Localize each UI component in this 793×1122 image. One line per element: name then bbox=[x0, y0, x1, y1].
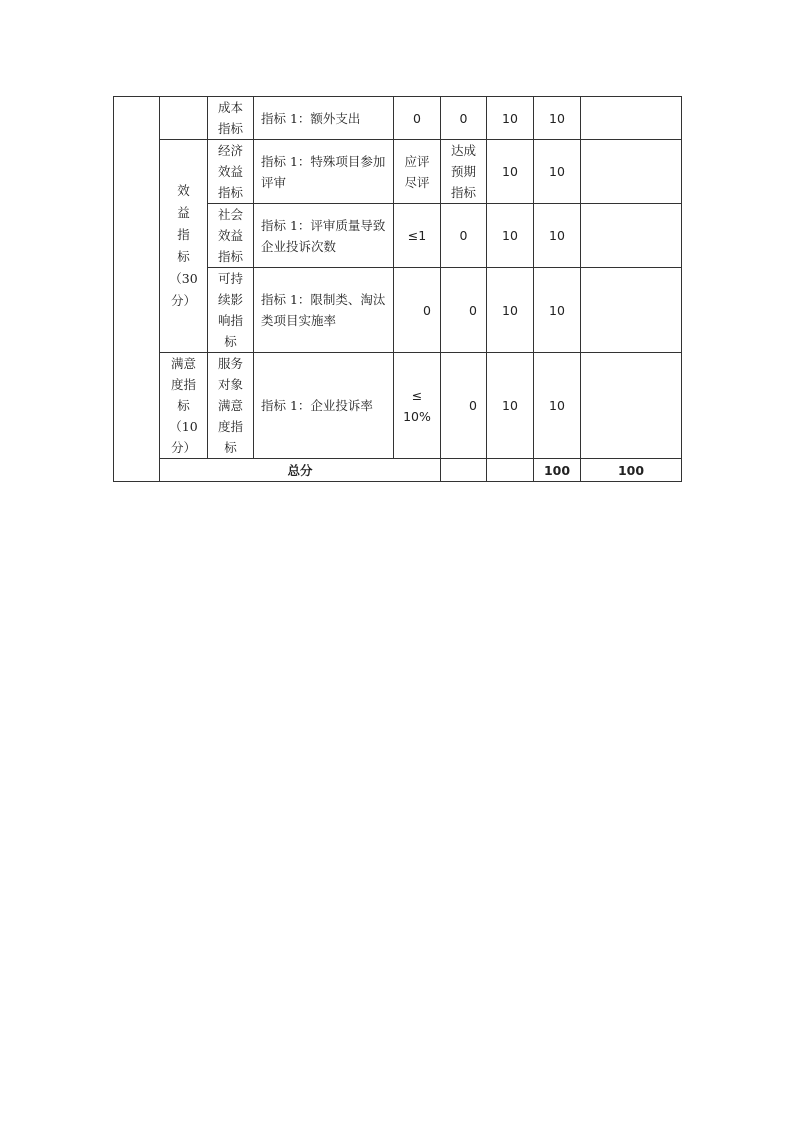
level3-cell bbox=[208, 140, 254, 204]
score-cell bbox=[534, 353, 581, 459]
total-score: 100 bbox=[617, 462, 645, 478]
actual-value: 0 bbox=[469, 398, 477, 413]
target-value: 0 bbox=[413, 110, 421, 126]
weight-cell bbox=[487, 268, 534, 353]
total-weight: 100 bbox=[543, 462, 571, 478]
indicator-text: 指标 1：额外支出 bbox=[261, 110, 361, 126]
target-value: ≤1 bbox=[407, 228, 427, 243]
indicator-text: 指标 1：限制类、淘汰类项目实施率 bbox=[261, 292, 386, 328]
performance-table bbox=[113, 96, 682, 482]
level3-cell bbox=[208, 268, 254, 353]
score-cell bbox=[534, 140, 581, 204]
level3-label: 经济 效益 指标 bbox=[217, 143, 243, 200]
level2-cell bbox=[160, 97, 208, 140]
level3-cell bbox=[208, 353, 254, 459]
actual-value: 0 bbox=[459, 228, 468, 243]
weight-cell bbox=[487, 353, 534, 459]
score-cell bbox=[534, 97, 581, 140]
note-cell bbox=[581, 97, 682, 140]
score-cell bbox=[534, 204, 581, 268]
weight-value: 10 bbox=[502, 302, 518, 318]
indicator-cell bbox=[254, 140, 394, 204]
indicator-cell bbox=[254, 353, 394, 459]
score-cell bbox=[534, 268, 581, 353]
level3-cell bbox=[208, 204, 254, 268]
indicator-text: 指标 1：评审质量导致企业投诉次数 bbox=[261, 217, 386, 254]
target-cell bbox=[394, 140, 441, 204]
note-cell bbox=[581, 204, 682, 268]
score-value: 10 bbox=[549, 164, 565, 179]
total-label: 总分 bbox=[287, 462, 313, 478]
actual-cell bbox=[441, 268, 487, 353]
total-label-cell bbox=[160, 459, 441, 482]
note-cell bbox=[581, 140, 682, 204]
table-row bbox=[114, 353, 682, 459]
target-cell bbox=[394, 353, 441, 459]
total-score-cell bbox=[581, 459, 682, 482]
indicator-cell bbox=[254, 204, 394, 268]
indicator-text: 指标 1：特殊项目参加评审 bbox=[261, 153, 386, 190]
target-cell bbox=[394, 97, 441, 140]
weight-cell bbox=[487, 97, 534, 140]
level3-label: 可持 续影 响指 标 bbox=[217, 271, 243, 349]
score-value: 10 bbox=[549, 398, 565, 413]
indicator-text: 指标 1：企业投诉率 bbox=[261, 398, 373, 413]
target-value: 应评 尽评 bbox=[404, 153, 430, 190]
actual-value: 达成 预期 指标 bbox=[450, 143, 476, 200]
total-actual-cell bbox=[487, 459, 534, 482]
actual-cell bbox=[441, 204, 487, 268]
level3-label: 成本 指标 bbox=[217, 100, 243, 136]
target-value: ≤ 10% bbox=[403, 387, 431, 424]
target-value: 0 bbox=[423, 302, 431, 318]
level3-label: 服务 对象 满意 度指 标 bbox=[217, 356, 243, 455]
total-row bbox=[114, 459, 682, 482]
satisfaction-group-cell bbox=[160, 353, 208, 459]
total-target-cell bbox=[441, 459, 487, 482]
indicator-cell bbox=[254, 97, 394, 140]
weight-value: 10 bbox=[502, 110, 518, 126]
target-cell bbox=[394, 268, 441, 353]
level3-cell bbox=[208, 97, 254, 140]
target-cell bbox=[394, 204, 441, 268]
indicator-cell bbox=[254, 268, 394, 353]
weight-cell bbox=[487, 140, 534, 204]
total-weight-cell bbox=[534, 459, 581, 482]
actual-value: 0 bbox=[459, 110, 468, 126]
actual-cell bbox=[441, 97, 487, 140]
table-row bbox=[114, 140, 682, 204]
benefit-group-cell bbox=[160, 140, 208, 353]
level1-cell bbox=[114, 97, 160, 482]
score-value: 10 bbox=[549, 302, 565, 318]
table-row bbox=[114, 97, 682, 140]
satisfaction-group-label: 满意 度指 标 （10 分） bbox=[169, 356, 198, 455]
score-value: 10 bbox=[549, 228, 565, 243]
actual-cell bbox=[441, 140, 487, 204]
weight-value: 10 bbox=[502, 228, 518, 243]
weight-cell bbox=[487, 204, 534, 268]
level3-label: 社会 效益 指标 bbox=[217, 207, 243, 264]
weight-value: 10 bbox=[502, 164, 518, 179]
actual-cell bbox=[441, 353, 487, 459]
benefit-group-label: 效 益 指 标 （30 分） bbox=[169, 183, 198, 308]
note-cell bbox=[581, 353, 682, 459]
note-cell bbox=[581, 268, 682, 353]
score-value: 10 bbox=[549, 110, 565, 126]
actual-value: 0 bbox=[469, 302, 477, 318]
weight-value: 10 bbox=[502, 398, 518, 413]
